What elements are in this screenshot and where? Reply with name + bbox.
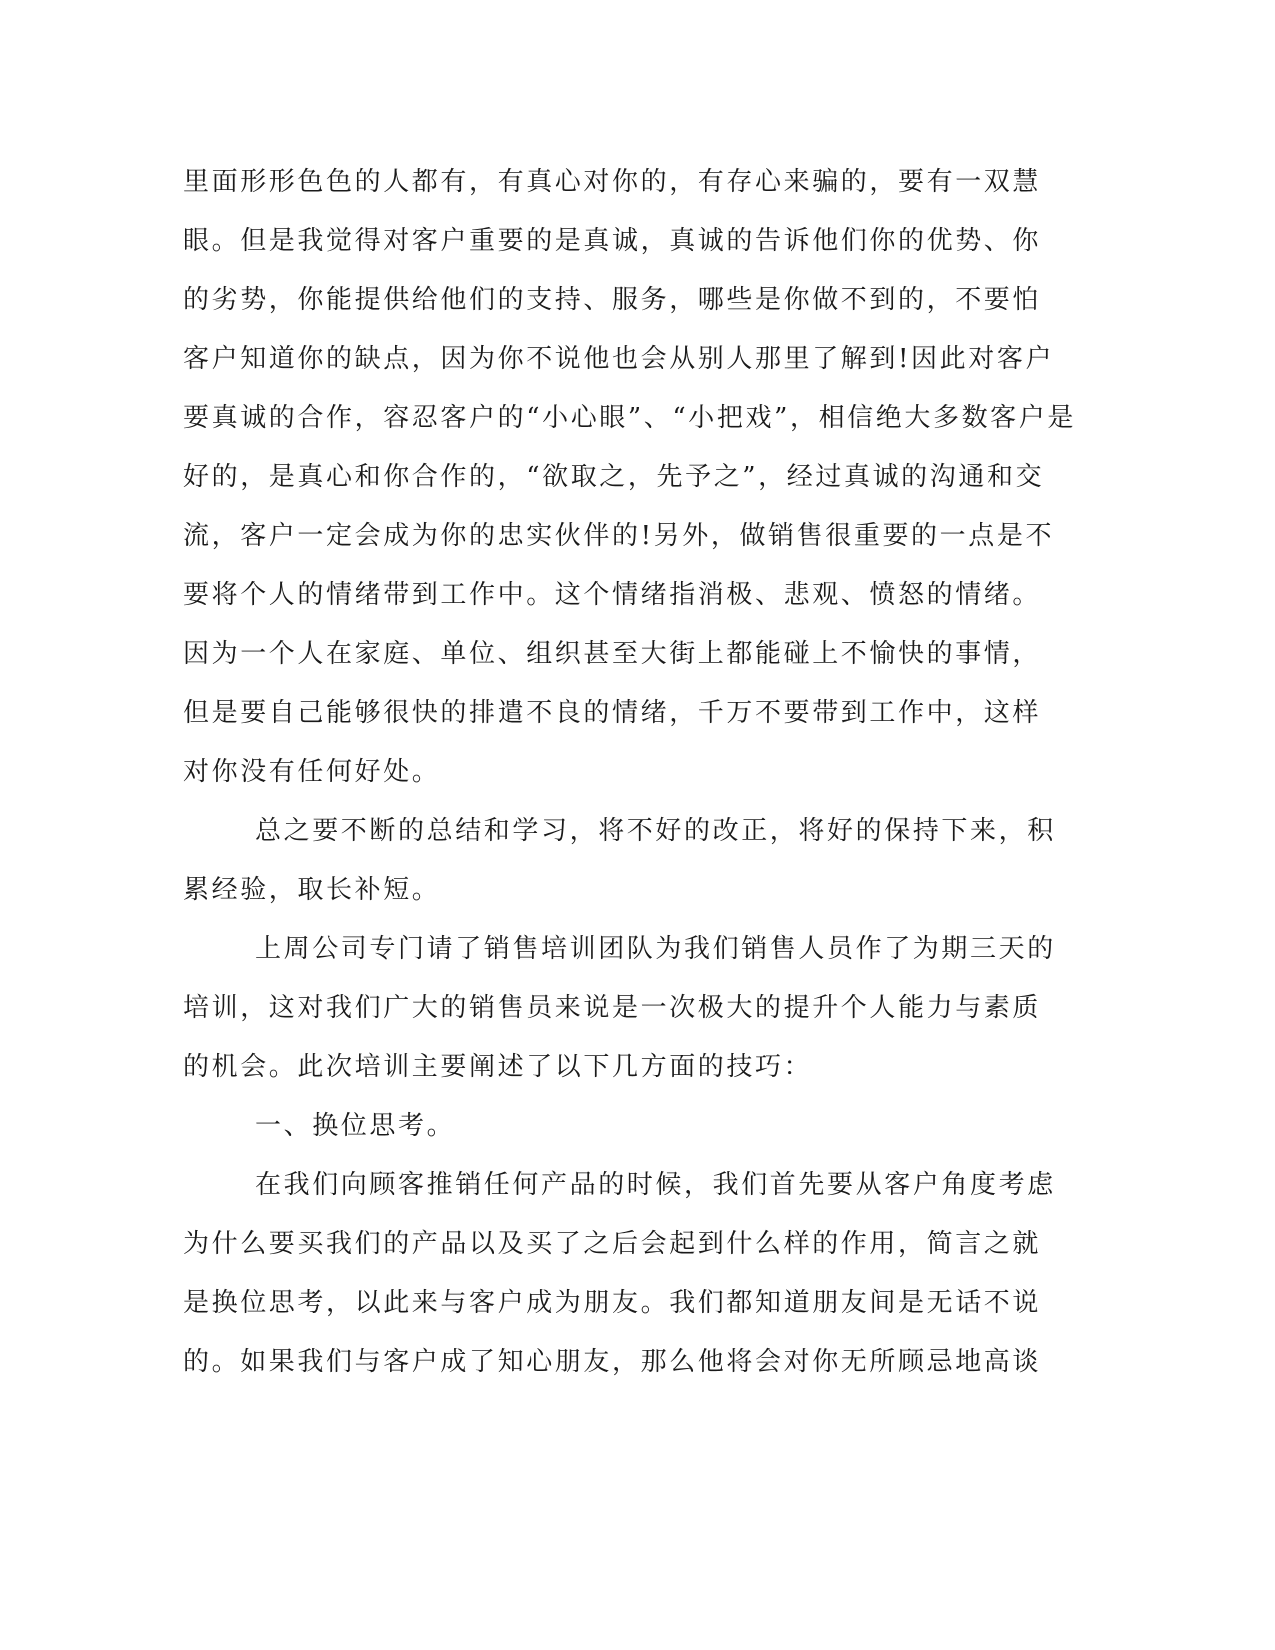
text-line: 累经验，取长补短。	[183, 875, 441, 905]
section-heading: 一、换位思考。	[255, 1111, 456, 1141]
text-line: 培训，这对我们广大的销售员来说是一次极大的提升个人能力与素质	[183, 993, 1042, 1023]
paragraph-first-line: 总之要不断的总结和学习，将不好的改正，将好的保持下来，积	[255, 816, 1056, 846]
text-line: 是换位思考，以此来与客户成为朋友。我们都知道朋友间是无话不说	[183, 1288, 1042, 1318]
text-line: 客户知道你的缺点，因为你不说他也会从别人那里了解到!因此对客户	[183, 344, 1055, 374]
paragraph-first-line: 在我们向顾客推销任何产品的时候，我们首先要从客户角度考虑	[255, 1170, 1056, 1200]
text-line: 好的，是真心和你合作的，“欲取之，先予之”，经过真诚的沟通和交	[183, 462, 1045, 492]
text-line: 但是要自己能够很快的排遣不良的情绪，千万不要带到工作中，这样	[183, 698, 1042, 728]
text-line: 的机会。此次培训主要阐述了以下几方面的技巧：	[183, 1052, 813, 1082]
text-line: 里面形形色色的人都有，有真心对你的，有存心来骗的，要有一双慧	[183, 167, 1042, 197]
paragraph-first-line: 上周公司专门请了销售培训团队为我们销售人员作了为期三天的	[255, 934, 1056, 964]
text-line: 对你没有任何好处。	[183, 757, 441, 787]
text-line: 为什么要买我们的产品以及买了之后会起到什么样的作用，简言之就	[183, 1229, 1042, 1259]
text-line: 要将个人的情绪带到工作中。这个情绪指消极、悲观、愤怒的情绪。	[183, 580, 1042, 610]
text-line: 的劣势，你能提供给他们的支持、服务，哪些是你做不到的，不要怕	[183, 285, 1042, 315]
text-line: 流，客户一定会成为你的忠实伙伴的!另外，做销售很重要的一点是不	[183, 521, 1055, 551]
text-line: 眼。但是我觉得对客户重要的是真诚，真诚的告诉他们你的优势、你	[183, 226, 1042, 256]
text-line: 因为一个人在家庭、单位、组织甚至大街上都能碰上不愉快的事情，	[183, 639, 1042, 669]
text-line: 要真诚的合作，容忍客户的“小心眼”、“小把戏”，相信绝大多数客户是	[183, 403, 1076, 433]
text-line: 的。如果我们与客户成了知心朋友，那么他将会对你无所顾忌地高谈	[183, 1347, 1042, 1377]
document-body	[183, 162, 1076, 1401]
